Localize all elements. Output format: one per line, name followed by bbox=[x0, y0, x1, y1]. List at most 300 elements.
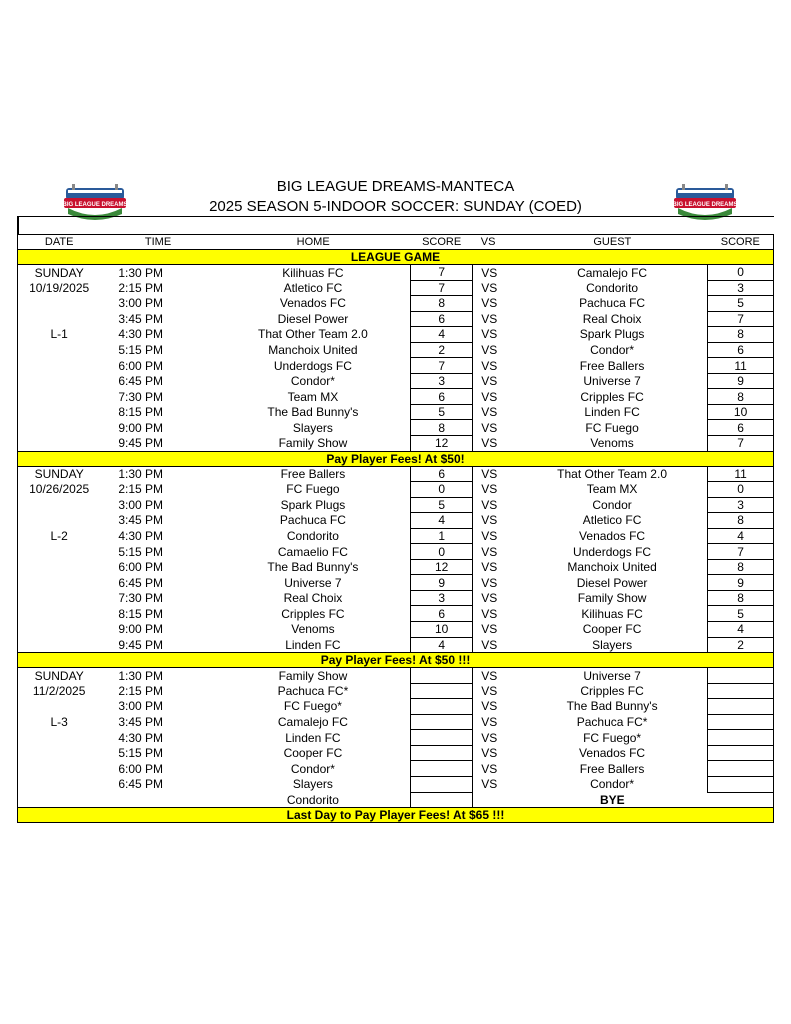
time-cell bbox=[100, 761, 215, 777]
date-cell bbox=[18, 420, 101, 436]
home-score bbox=[411, 745, 473, 761]
home-team: Cripples FC bbox=[281, 606, 345, 621]
home-team: Family Show bbox=[278, 668, 348, 683]
time-text: 9:00 PM bbox=[118, 420, 164, 435]
guest-score: 9 bbox=[708, 373, 774, 389]
game-row bbox=[18, 436, 774, 452]
time-text: 3:45 PM bbox=[118, 513, 164, 528]
game-row bbox=[18, 342, 774, 358]
guest-score bbox=[708, 714, 774, 730]
time-cell bbox=[100, 683, 215, 699]
date-cell bbox=[18, 373, 101, 389]
svg-text:BIG LEAGUE DREAMS: BIG LEAGUE DREAMS bbox=[672, 202, 738, 208]
guest-team: Universe 7 bbox=[583, 668, 641, 683]
time-cell bbox=[100, 389, 215, 405]
guest-team: Camalejo FC bbox=[577, 265, 648, 280]
game-row bbox=[18, 575, 774, 591]
vs-label: VS bbox=[481, 436, 498, 451]
guest-team: BYE bbox=[599, 792, 625, 807]
column-header-row bbox=[18, 235, 774, 250]
home-score bbox=[411, 668, 473, 684]
time-cell bbox=[100, 528, 215, 544]
guest-team: Linden FC bbox=[584, 405, 640, 420]
home-team: The Bad Bunny's bbox=[267, 405, 359, 420]
date-cell: L-1 bbox=[50, 327, 68, 342]
home-team: Venados FC bbox=[279, 296, 346, 311]
time-text: 2:15 PM bbox=[118, 482, 164, 497]
home-team: Camalejo FC bbox=[277, 715, 348, 730]
time-cell bbox=[100, 436, 215, 452]
guest-team: Spark Plugs bbox=[579, 327, 645, 342]
game-row bbox=[18, 280, 774, 296]
guest-team: Venados FC bbox=[579, 746, 646, 761]
vs-label: VS bbox=[481, 374, 498, 389]
game-row bbox=[18, 776, 774, 792]
game-row bbox=[18, 606, 774, 622]
game-row bbox=[18, 714, 774, 730]
home-team: Condor* bbox=[290, 374, 335, 389]
guest-team: Condorito bbox=[586, 280, 639, 295]
guest-team: Pachuca FC bbox=[579, 296, 646, 311]
time-cell bbox=[100, 280, 215, 296]
guest-team: Cooper FC bbox=[582, 622, 642, 637]
home-score bbox=[411, 730, 473, 746]
home-team: Real Choix bbox=[283, 591, 343, 606]
date-cell bbox=[18, 637, 101, 653]
vs-label: VS bbox=[481, 467, 498, 482]
guest-score: 7 bbox=[708, 544, 774, 560]
vs-label: VS bbox=[481, 358, 498, 373]
guest-team: Pachuca FC* bbox=[576, 715, 648, 730]
guest-score: 8 bbox=[708, 389, 774, 405]
time-text: 1:30 PM bbox=[118, 467, 164, 482]
time-text: 8:15 PM bbox=[118, 606, 164, 621]
vs-label: VS bbox=[481, 280, 498, 295]
date-cell bbox=[18, 342, 101, 358]
date-cell bbox=[18, 761, 101, 777]
time-text: 6:45 PM bbox=[118, 575, 164, 590]
guest-team: Diesel Power bbox=[576, 575, 648, 590]
guest-score: 0 bbox=[708, 265, 774, 281]
guest-team: Condor* bbox=[590, 343, 635, 357]
time-text: 3:45 PM bbox=[118, 715, 164, 730]
col-time-label: TIME bbox=[144, 236, 172, 248]
home-team: Manchoix United bbox=[268, 343, 358, 357]
guest-team: Cripples FC bbox=[580, 389, 644, 404]
col-time bbox=[100, 235, 215, 250]
guest-score: 9 bbox=[708, 575, 774, 591]
home-score: 5 bbox=[411, 404, 473, 420]
date-cell bbox=[18, 745, 101, 761]
game-row bbox=[18, 466, 774, 482]
time-cell bbox=[100, 513, 215, 529]
time-cell bbox=[100, 792, 215, 808]
guest-team: The Bad Bunny's bbox=[566, 699, 658, 714]
time-text: 5:15 PM bbox=[118, 544, 164, 559]
game-row bbox=[18, 544, 774, 560]
time-text: 4:30 PM bbox=[118, 730, 164, 745]
guest-score: 5 bbox=[708, 606, 774, 622]
game-row bbox=[18, 683, 774, 699]
date-cell: 10/26/2025 bbox=[29, 482, 90, 497]
home-score bbox=[411, 699, 473, 715]
time-cell bbox=[100, 296, 215, 312]
time-text: 3:00 PM bbox=[118, 699, 164, 714]
time-text: 3:45 PM bbox=[118, 311, 164, 326]
time-cell bbox=[100, 420, 215, 436]
vs-label: VS bbox=[481, 420, 498, 435]
vs-label: VS bbox=[481, 327, 498, 342]
vs-label: VS bbox=[481, 683, 498, 698]
time-cell bbox=[100, 311, 215, 327]
home-team: Universe 7 bbox=[284, 575, 342, 590]
home-score: 12 bbox=[411, 559, 473, 575]
home-team: Team MX bbox=[287, 389, 339, 404]
game-row bbox=[18, 373, 774, 389]
date-cell bbox=[18, 776, 101, 792]
guest-team: Free Ballers bbox=[579, 358, 645, 373]
guest-team: Cripples FC bbox=[580, 683, 644, 698]
date-cell: 10/19/2025 bbox=[29, 280, 90, 295]
home-score: 4 bbox=[411, 637, 473, 653]
time-text: 1:30 PM bbox=[118, 668, 164, 683]
guest-score: 10 bbox=[708, 404, 774, 420]
home-score: 10 bbox=[411, 622, 473, 638]
home-score: 12 bbox=[411, 436, 473, 452]
home-score: 2 bbox=[411, 342, 473, 358]
home-score: 4 bbox=[411, 513, 473, 529]
time-text: 5:15 PM bbox=[118, 343, 164, 357]
game-row bbox=[18, 792, 774, 808]
col-home-score: SCORE bbox=[411, 235, 473, 250]
time-cell bbox=[100, 342, 215, 358]
guest-score: 8 bbox=[708, 590, 774, 606]
home-team: Diesel Power bbox=[277, 311, 349, 326]
vs-label: VS bbox=[481, 777, 498, 792]
game-row bbox=[18, 668, 774, 684]
guest-score bbox=[708, 745, 774, 761]
vs-label: VS bbox=[481, 497, 498, 512]
home-score bbox=[411, 776, 473, 792]
home-team: Atletico FC bbox=[283, 280, 343, 295]
guest-team: Atletico FC bbox=[582, 513, 642, 528]
vs-label: VS bbox=[481, 622, 498, 637]
vs-label: VS bbox=[481, 513, 498, 528]
date-cell bbox=[18, 792, 101, 808]
banner-row bbox=[18, 250, 774, 265]
home-team: Spark Plugs bbox=[280, 497, 346, 512]
guest-score: 6 bbox=[708, 342, 774, 358]
header-rule bbox=[17, 216, 774, 217]
game-row bbox=[18, 389, 774, 405]
date-cell bbox=[18, 296, 101, 312]
time-text: 2:15 PM bbox=[118, 280, 164, 295]
date-cell bbox=[18, 575, 101, 591]
time-text: 3:00 PM bbox=[118, 497, 164, 512]
banner-text: Pay Player Fees! At $50! bbox=[18, 451, 774, 466]
home-team: Slayers bbox=[292, 777, 333, 792]
guest-team: FC Fuego* bbox=[583, 730, 642, 745]
home-team: Linden FC bbox=[285, 637, 341, 652]
time-cell bbox=[100, 404, 215, 420]
date-cell bbox=[18, 544, 101, 560]
game-row bbox=[18, 730, 774, 746]
home-score: 6 bbox=[411, 466, 473, 482]
guest-score: 6 bbox=[708, 420, 774, 436]
guest-score bbox=[708, 761, 774, 777]
vs-label: VS bbox=[481, 529, 498, 544]
time-cell bbox=[100, 699, 215, 715]
home-score: 7 bbox=[411, 358, 473, 374]
guest-team: FC Fuego bbox=[585, 420, 639, 435]
vs-label bbox=[473, 792, 517, 808]
home-score: 6 bbox=[411, 311, 473, 327]
guest-team: Real Choix bbox=[582, 311, 642, 326]
guest-team: Condor* bbox=[590, 777, 635, 792]
home-score: 4 bbox=[411, 327, 473, 343]
home-team: Free Ballers bbox=[280, 467, 346, 482]
home-team: That Other Team 2.0 bbox=[257, 327, 368, 342]
guest-team: Condor bbox=[592, 497, 632, 512]
home-score: 0 bbox=[411, 482, 473, 498]
guest-score: 2 bbox=[708, 637, 774, 653]
guest-score bbox=[708, 792, 774, 808]
vs-label: VS bbox=[481, 761, 498, 776]
guest-score: 8 bbox=[708, 513, 774, 529]
guest-team: Universe 7 bbox=[583, 374, 641, 389]
home-score bbox=[411, 792, 473, 808]
home-score: 8 bbox=[411, 420, 473, 436]
guest-score bbox=[708, 668, 774, 684]
date-cell: L-3 bbox=[50, 715, 68, 730]
guest-score bbox=[708, 730, 774, 746]
guest-score: 3 bbox=[708, 497, 774, 513]
time-cell bbox=[100, 590, 215, 606]
vs-label: VS bbox=[481, 265, 498, 280]
vs-label: VS bbox=[481, 343, 498, 357]
time-cell bbox=[100, 358, 215, 374]
vs-label: VS bbox=[481, 637, 498, 652]
guest-score: 11 bbox=[708, 466, 774, 482]
home-score: 8 bbox=[411, 296, 473, 312]
time-text: 3:00 PM bbox=[118, 296, 164, 311]
home-score: 0 bbox=[411, 544, 473, 560]
time-text: 6:00 PM bbox=[118, 358, 164, 373]
game-row bbox=[18, 358, 774, 374]
vs-label: VS bbox=[481, 405, 498, 420]
home-score: 3 bbox=[411, 373, 473, 389]
game-row bbox=[18, 761, 774, 777]
guest-team: That Other Team 2.0 bbox=[557, 467, 667, 482]
home-team: Condor* bbox=[290, 761, 335, 776]
date-cell bbox=[18, 730, 101, 746]
vs-label: VS bbox=[481, 389, 498, 404]
home-score: 9 bbox=[411, 575, 473, 591]
vs-label: VS bbox=[481, 591, 498, 606]
game-row bbox=[18, 622, 774, 638]
home-team: Condorito bbox=[286, 792, 339, 807]
time-cell bbox=[100, 265, 215, 281]
game-row bbox=[18, 528, 774, 544]
game-row bbox=[18, 637, 774, 653]
time-text: 6:00 PM bbox=[118, 560, 164, 575]
date-cell: L-2 bbox=[50, 529, 68, 544]
guest-score: 4 bbox=[708, 528, 774, 544]
vs-label: VS bbox=[481, 575, 498, 590]
vs-label: VS bbox=[481, 606, 498, 621]
time-cell bbox=[100, 544, 215, 560]
game-row bbox=[18, 296, 774, 312]
guest-score: 7 bbox=[708, 436, 774, 452]
vs-label: VS bbox=[481, 311, 498, 326]
time-cell bbox=[100, 637, 215, 653]
game-row bbox=[18, 404, 774, 420]
time-text: 7:30 PM bbox=[118, 389, 164, 404]
game-row bbox=[18, 497, 774, 513]
guest-team: Free Ballers bbox=[579, 761, 645, 776]
header-left-tick bbox=[17, 216, 19, 234]
game-row bbox=[18, 265, 774, 281]
col-home: HOME bbox=[216, 235, 411, 250]
date-cell bbox=[18, 389, 101, 405]
game-row bbox=[18, 745, 774, 761]
home-team: Pachuca FC* bbox=[277, 683, 349, 698]
home-team: Kilihuas FC bbox=[282, 265, 344, 280]
guest-score bbox=[708, 776, 774, 792]
date-cell bbox=[18, 358, 101, 374]
vs-label: VS bbox=[481, 296, 498, 311]
col-vs: VS bbox=[473, 235, 517, 250]
vs-label: VS bbox=[481, 560, 498, 575]
home-score: 6 bbox=[411, 606, 473, 622]
banner-row bbox=[18, 653, 774, 668]
home-score: 1 bbox=[411, 528, 473, 544]
schedule-table bbox=[17, 234, 774, 823]
home-score: 3 bbox=[411, 590, 473, 606]
date-cell bbox=[18, 622, 101, 638]
time-text: 9:00 PM bbox=[118, 622, 164, 637]
guest-score bbox=[708, 683, 774, 699]
home-team: Cooper FC bbox=[283, 746, 343, 761]
time-text: 9:45 PM bbox=[118, 637, 164, 652]
game-row bbox=[18, 311, 774, 327]
guest-score: 3 bbox=[708, 280, 774, 296]
date-cell bbox=[18, 404, 101, 420]
vs-label: VS bbox=[481, 746, 498, 761]
time-text: 8:15 PM bbox=[118, 405, 164, 420]
guest-team: Family Show bbox=[577, 591, 647, 606]
game-row bbox=[18, 482, 774, 498]
time-text: 4:30 PM bbox=[118, 529, 164, 544]
game-row bbox=[18, 559, 774, 575]
date-cell: 11/2/2025 bbox=[32, 683, 86, 698]
banner-text: Last Day to Pay Player Fees! At $65 !!! bbox=[18, 808, 774, 823]
date-cell bbox=[18, 311, 101, 327]
time-cell bbox=[100, 466, 215, 482]
time-text: 9:45 PM bbox=[118, 436, 164, 451]
home-team: Slayers bbox=[292, 420, 333, 435]
game-row bbox=[18, 590, 774, 606]
time-cell bbox=[100, 730, 215, 746]
guest-score: 0 bbox=[708, 482, 774, 498]
time-cell bbox=[100, 482, 215, 498]
vs-label: VS bbox=[481, 482, 498, 497]
game-row bbox=[18, 513, 774, 529]
home-team: Underdogs FC bbox=[273, 358, 352, 373]
home-score: 6 bbox=[411, 389, 473, 405]
guest-score: 8 bbox=[708, 327, 774, 343]
banner-row bbox=[18, 451, 774, 466]
home-team: Venoms bbox=[291, 622, 335, 637]
home-team: The Bad Bunny's bbox=[267, 560, 359, 575]
guest-score bbox=[708, 699, 774, 715]
home-score bbox=[411, 714, 473, 730]
date-cell bbox=[18, 559, 101, 575]
time-text: 4:30 PM bbox=[118, 327, 164, 342]
guest-team: Manchoix United bbox=[567, 560, 657, 575]
time-text: 5:15 PM bbox=[118, 746, 164, 761]
home-score bbox=[411, 683, 473, 699]
date-cell bbox=[18, 699, 101, 715]
game-row bbox=[18, 327, 774, 343]
home-team: Linden FC bbox=[285, 730, 341, 745]
time-text: 6:00 PM bbox=[118, 761, 164, 776]
guest-score: 4 bbox=[708, 622, 774, 638]
time-cell bbox=[100, 714, 215, 730]
guest-score: 7 bbox=[708, 311, 774, 327]
time-text: 2:15 PM bbox=[118, 683, 164, 698]
home-team: FC Fuego* bbox=[283, 699, 342, 714]
banner-text: Pay Player Fees! At $50 !!! bbox=[18, 653, 774, 668]
col-guest: GUEST bbox=[517, 235, 708, 250]
time-cell bbox=[100, 745, 215, 761]
date-cell bbox=[18, 497, 101, 513]
home-team: Camaelio FC bbox=[277, 544, 348, 559]
guest-score: 8 bbox=[708, 559, 774, 575]
home-team: Pachuca FC bbox=[279, 513, 346, 528]
time-text: 1:30 PM bbox=[118, 265, 164, 280]
time-cell bbox=[100, 575, 215, 591]
banner-row bbox=[18, 808, 774, 823]
home-score: 5 bbox=[411, 497, 473, 513]
page-subtitle: 2025 SEASON 5-INDOOR SOCCER: SUNDAY (COED) bbox=[209, 198, 582, 215]
time-text: 6:45 PM bbox=[118, 777, 164, 792]
guest-team: Venoms bbox=[590, 436, 634, 451]
vs-label: VS bbox=[481, 668, 498, 683]
home-score bbox=[411, 761, 473, 777]
vs-label: VS bbox=[481, 544, 498, 559]
vs-label: VS bbox=[481, 715, 498, 730]
time-text: 7:30 PM bbox=[118, 591, 164, 606]
time-cell bbox=[100, 668, 215, 684]
time-cell bbox=[100, 559, 215, 575]
time-cell bbox=[100, 327, 215, 343]
guest-team: Team MX bbox=[586, 482, 638, 497]
date-cell bbox=[18, 513, 101, 529]
home-score: 7 bbox=[411, 280, 473, 296]
date-cell: SUNDAY bbox=[34, 265, 84, 280]
time-cell bbox=[100, 373, 215, 389]
time-cell bbox=[100, 776, 215, 792]
col-guest-score: SCORE bbox=[708, 235, 774, 250]
time-text: 6:45 PM bbox=[118, 374, 164, 389]
guest-score: 5 bbox=[708, 296, 774, 312]
vs-label: VS bbox=[481, 699, 498, 714]
svg-text:BIG LEAGUE DREAMS: BIG LEAGUE DREAMS bbox=[62, 202, 128, 208]
home-team: Family Show bbox=[278, 436, 348, 451]
vs-label: VS bbox=[481, 730, 498, 745]
game-row bbox=[18, 420, 774, 436]
